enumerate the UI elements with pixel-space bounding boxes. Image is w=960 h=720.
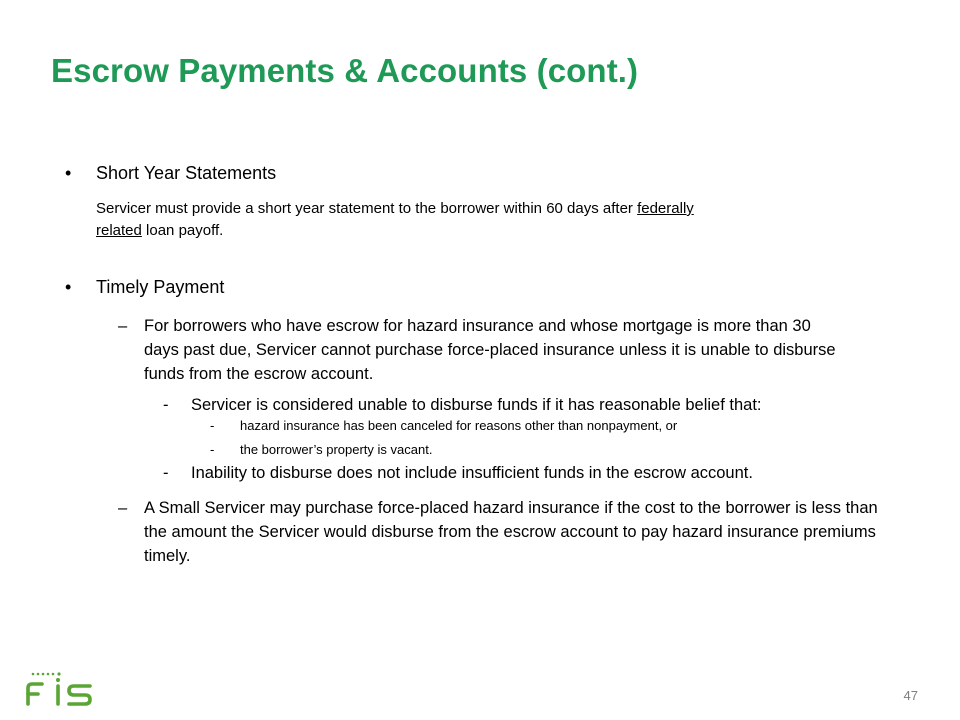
sub-marker: - <box>163 464 169 482</box>
subsub-marker: - <box>210 442 215 457</box>
subsub-marker: - <box>210 418 215 433</box>
bullet-timely-payment <box>65 276 225 298</box>
heading-short-year-statements: Short Year Statements <box>96 163 277 183</box>
timely-sub-2-text: Inability to disburse does not include insufficient funds in the escrow account. <box>191 464 753 482</box>
short-year-body <box>96 198 896 242</box>
short-year-underlined-federally: federally <box>637 200 694 217</box>
timely-subsub-2 <box>210 440 840 460</box>
timely-item-1 <box>118 314 844 386</box>
timely-item-1-text: For borrowers who have escrow for hazard insurance and whose mortgage is more than 30 days past due, Servicer cannot purchase force-placed insurance unless it is unable to disburse funds from the escrow account. <box>144 317 836 383</box>
short-year-body-text-1: Servicer must provide a short year statement to the borrower within 60 days after <box>96 200 638 217</box>
timely-sub-2 <box>163 462 891 484</box>
short-year-underlined-related: related <box>96 222 142 239</box>
timely-sub-1-text: Servicer is considered unable to disburse funds if it has reasonable belief that: <box>191 396 762 414</box>
heading-timely-payment: Timely Payment <box>96 277 225 297</box>
bullet-short-year-statements <box>65 162 277 184</box>
timely-subsub-2-text: the borrower’s property is vacant. <box>240 442 433 457</box>
sub-marker: - <box>163 396 169 414</box>
timely-item-2-text: A Small Servicer may purchase force-placed hazard insurance if the cost to the borrower is less than the amount the Servicer would disburse from the escrow account to pay hazard insurance premiums timely. <box>144 499 878 565</box>
slide-title: Escrow Payments & Accounts (cont.) <box>51 52 639 89</box>
bullet-dot: • <box>65 277 72 297</box>
dash-marker: ‒ <box>118 499 128 517</box>
short-year-body-text-2: loan payoff. <box>141 222 224 239</box>
fis-logo <box>24 670 98 715</box>
timely-item-2 <box>118 496 904 568</box>
page-number: 47 <box>903 688 918 703</box>
timely-subsub-1 <box>210 416 840 436</box>
dash-marker: ‒ <box>118 317 128 335</box>
fis-logo-icon <box>24 670 98 710</box>
timely-subsub-1-text: hazard insurance has been canceled for reasons other than nonpayment, or <box>240 418 678 433</box>
bullet-dot: • <box>65 163 72 183</box>
timely-sub-1 <box>163 394 891 416</box>
